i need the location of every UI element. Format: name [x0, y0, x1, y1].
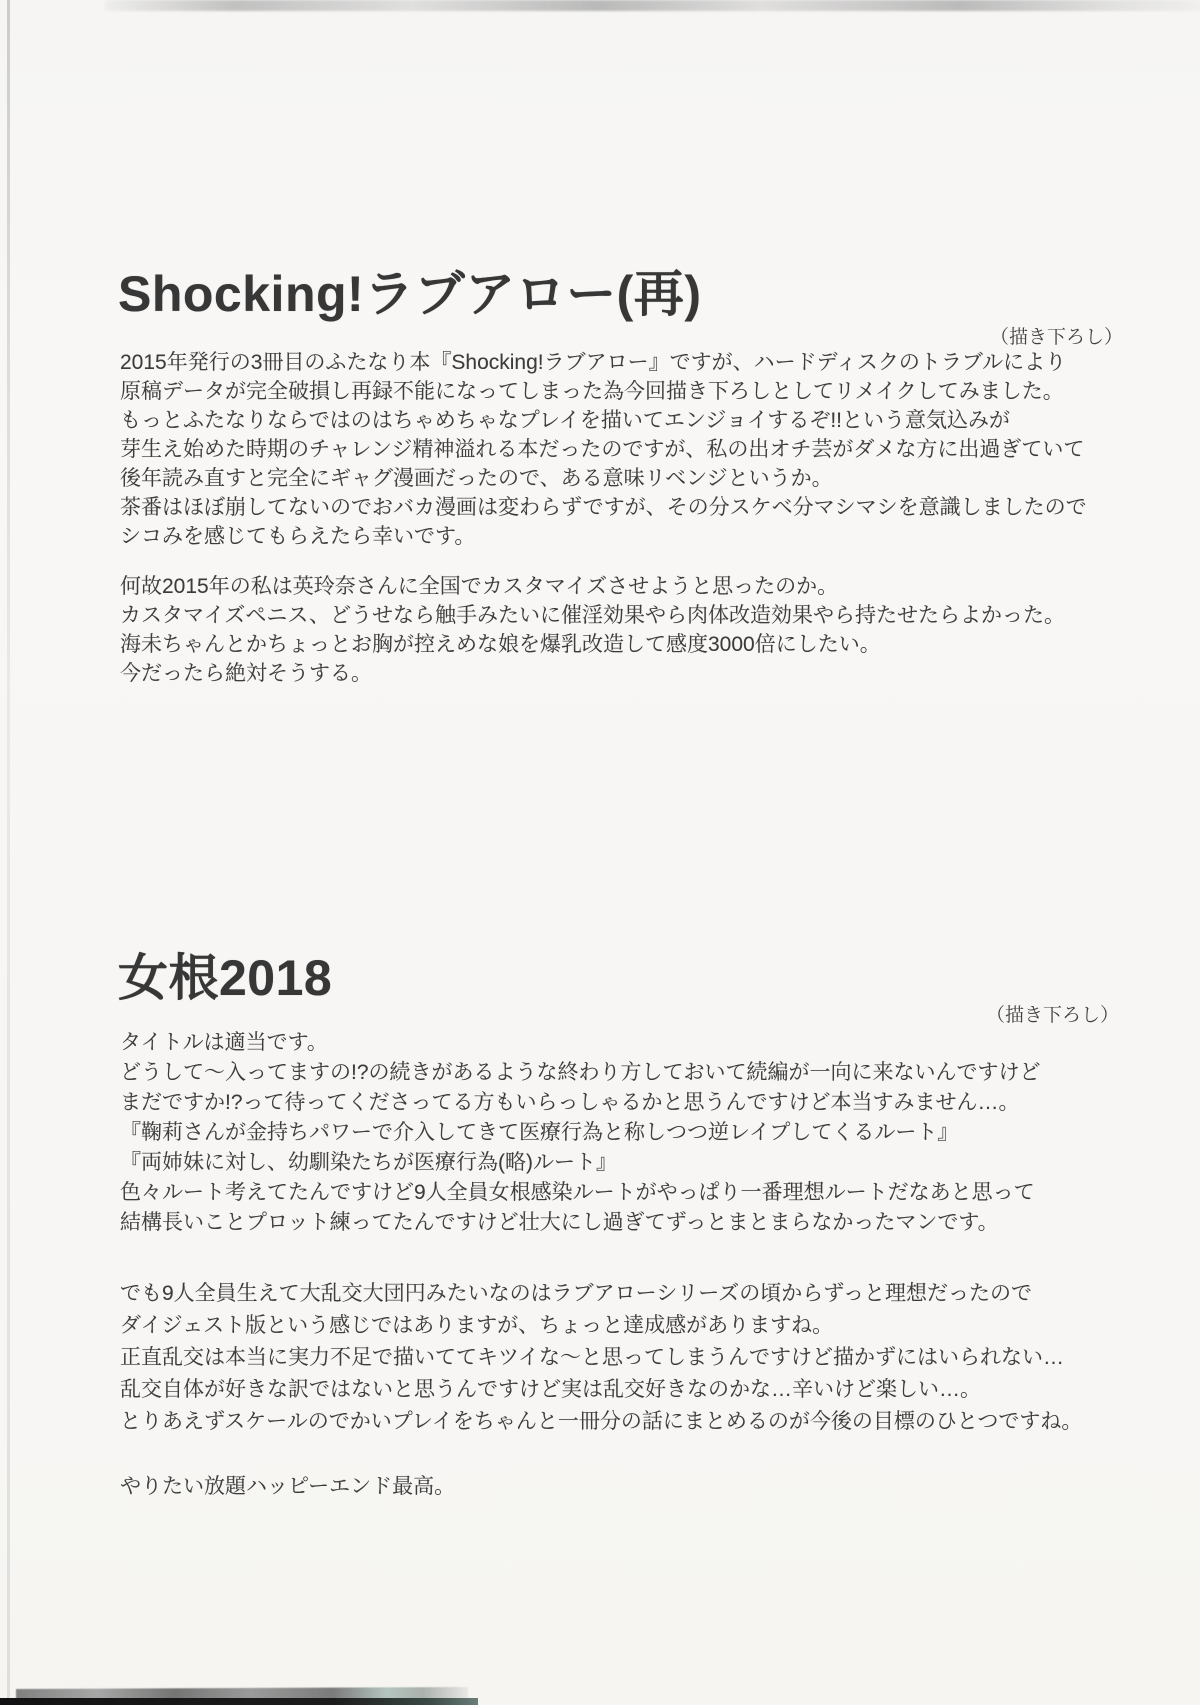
section-2-note: （描き下ろし） [986, 1005, 1120, 1026]
text-line: シコみを感じてもらえたら幸いです。 [120, 525, 476, 548]
section-2-paragraph-1 [120, 1028, 1041, 1238]
section-1-paragraph-2 [120, 572, 1065, 688]
scan-artifact-bottom-bar [0, 1698, 478, 1705]
section-2-paragraph-3 [120, 1472, 455, 1502]
text-line: 海未ちゃんとかちょっとお胸が控えめな娘を爆乳改造して感度3000倍にしたい。 [120, 633, 881, 656]
text-line: タイトルは適当です。 [120, 1031, 328, 1054]
text-line: 色々ルート考えてたんですけど9人全員女根感染ルートがやっぱり一番理想ルートだなあと思って [120, 1181, 1035, 1204]
text-line: 『鞠莉さんが金持ちパワーで介入してきて医療行為と称しつつ逆レイプしてくるルート』 [120, 1121, 959, 1144]
text-line: でも9人全員生えて大乱交大団円みたいなのはラブアローシリーズの頃からずっと理想だったので [120, 1282, 1032, 1305]
text-line: 後年読み直すと完全にギャグ漫画だったので、ある意味リベンジというか。 [120, 467, 833, 490]
text-line: まだですか!?って待ってくださってる方もいらっしゃるかと思うんですけど本当すみません…。 [120, 1091, 1020, 1114]
section-2-paragraph-2 [120, 1278, 1082, 1438]
text-line: 今だったら絶対そうする。 [120, 662, 372, 685]
text-line: 何故2015年の私は英玲奈さんに全国でカスタマイズさせようと思ったのか。 [120, 575, 839, 598]
text-line: 乱交自体が好きな訳ではないと思うんですけど実は乱交好きなのかな…辛いけど楽しい…。 [120, 1378, 981, 1401]
text-line: とりあえずスケールのでかいプレイをちゃんと一冊分の話にまとめるのが今後の目標のひとつですね。 [120, 1410, 1083, 1433]
text-line: どうして〜入ってますの!?の続きがあるような終わり方しておいて続編が一向に来ないんですけど [120, 1061, 1041, 1084]
text-line: もっとふたなりならではのはちゃめちゃなプレイを描いてエンジョイするぞ!!という意気込みが [120, 409, 1010, 432]
scan-artifact-left-edge [7, 0, 10, 1705]
section-1-note: （描き下ろし） [990, 327, 1124, 348]
section-1-heading: Shocking!ラブアロー(再) [118, 266, 702, 322]
text-line: 芽生え始めた時期のチャレンジ精神溢れる本だったのですが、私の出オチ芸がダメな方に出過ぎていて [120, 438, 1085, 461]
scan-artifact-top-band [105, 0, 1200, 11]
text-line: 結構長いことプロット練ってたんですけど壮大にし過ぎてずっとまとまらなかったマンです。 [120, 1211, 999, 1234]
text-line: 茶番はほぼ崩してないのでおバカ漫画は変わらずですが、その分スケベ分マシマシを意識しましたので [120, 496, 1087, 519]
text-line: 正直乱交は本当に実力不足で描いててキツイな〜と思ってしまうんですけど描かずにはいられない… [120, 1346, 1064, 1369]
text-line: ダイジェスト版という感じではありますが、ちょっと達成感がありますね。 [120, 1314, 834, 1337]
section-2-heading: 女根2018 [118, 950, 333, 1006]
text-line: 2015年発行の3冊目のふたなり本『Shocking!ラブアロー』ですが、ハードディスクのトラブルにより [120, 351, 1067, 374]
section-1-paragraph-1 [120, 348, 1087, 551]
text-line: 『両姉妹に対し、幼馴染たちが医療行為(略)ルート』 [120, 1151, 617, 1174]
text-line: 原稿データが完全破損し再録不能になってしまった為今回描き下ろしとしてリメイクしてみました。 [120, 380, 1064, 403]
text-line: カスタマイズペニス、どうせなら触手みたいに催淫効果やら肉体改造効果やら持たせたらよかった。 [120, 604, 1065, 627]
text-line: やりたい放題ハッピーエンド最高。 [120, 1475, 456, 1498]
